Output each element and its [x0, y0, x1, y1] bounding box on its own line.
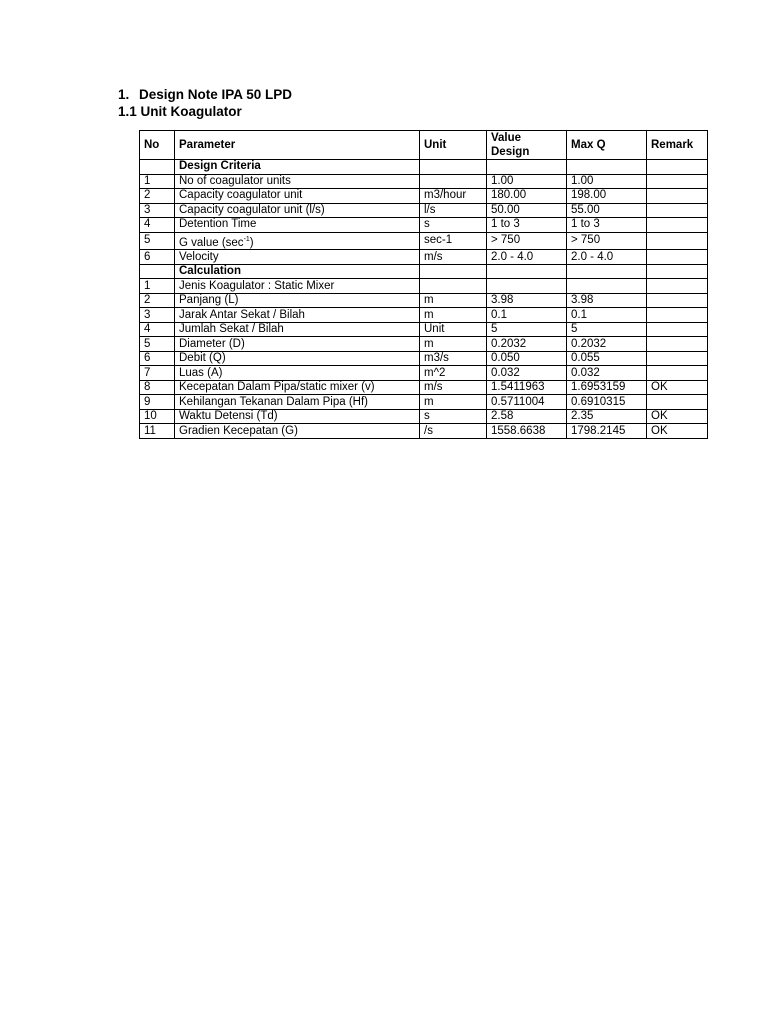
cell-max: 1798.2145: [567, 424, 647, 439]
cell-no: 1: [140, 174, 175, 189]
cell-remark: [647, 293, 708, 308]
cell-max: [567, 160, 647, 175]
cell-max: 0.055: [567, 351, 647, 366]
cell-unit: m^2: [420, 366, 487, 381]
table-header-row: [140, 131, 708, 160]
cell-parameter: Waktu Detensi (Td): [175, 409, 420, 424]
cell-unit: [420, 264, 487, 279]
cell-parameter: Kecepatan Dalam Pipa/static mixer (v): [175, 380, 420, 395]
cell-unit: m/s: [420, 380, 487, 395]
cell-value: 0.050: [487, 351, 567, 366]
cell-no: 7: [140, 366, 175, 381]
cell-max: 198.00: [567, 189, 647, 204]
cell-remark: OK: [647, 380, 708, 395]
cell-parameter: Luas (A): [175, 366, 420, 381]
table-row: [140, 337, 708, 352]
cell-parameter: Jumlah Sekat / Bilah: [175, 322, 420, 337]
cell-remark: [647, 308, 708, 323]
cell-max: 5: [567, 322, 647, 337]
cell-remark: [647, 366, 708, 381]
cell-unit: m3/hour: [420, 189, 487, 204]
cell-no: 1: [140, 279, 175, 294]
cell-max: 0.032: [567, 366, 647, 381]
cell-parameter: Capacity coagulator unit: [175, 189, 420, 204]
cell-unit: [420, 279, 487, 294]
calculation-row: [140, 264, 708, 279]
cell-no: 6: [140, 250, 175, 265]
table-row: [140, 174, 708, 189]
coagulator-table: [139, 130, 708, 439]
header-remark: Remark: [647, 131, 708, 160]
cell-max: [567, 279, 647, 294]
cell-unit: m/s: [420, 250, 487, 265]
cell-unit: s: [420, 409, 487, 424]
table-row: [140, 395, 708, 410]
cell-parameter: Jarak Antar Sekat / Bilah: [175, 308, 420, 323]
table-row: [140, 189, 708, 204]
cell-no: 2: [140, 189, 175, 204]
table-row: [140, 366, 708, 381]
cell-no: 5: [140, 337, 175, 352]
cell-unit: /s: [420, 424, 487, 439]
cell-value: 1 to 3: [487, 218, 567, 233]
cell-value: 0.032: [487, 366, 567, 381]
cell-max: [567, 264, 647, 279]
cell-parameter: Gradien Kecepatan (G): [175, 424, 420, 439]
cell-remark: [647, 351, 708, 366]
cell-no: [140, 160, 175, 175]
cell-unit: [420, 174, 487, 189]
cell-max: 1 to 3: [567, 218, 647, 233]
cell-max: 1.6953159: [567, 380, 647, 395]
header-value-line1: Value: [491, 132, 522, 144]
cell-remark: OK: [647, 424, 708, 439]
header-unit: Unit: [420, 131, 487, 160]
cell-value: 2.0 - 4.0: [487, 250, 567, 265]
cell-no: 8: [140, 380, 175, 395]
cell-no: 2: [140, 293, 175, 308]
section-label: Design Criteria: [175, 160, 420, 175]
table-row: [140, 322, 708, 337]
cell-value: 0.1: [487, 308, 567, 323]
cell-unit: m3/s: [420, 351, 487, 366]
cell-unit: Unit: [420, 322, 487, 337]
cell-parameter: Diameter (D): [175, 337, 420, 352]
cell-max: 2.0 - 4.0: [567, 250, 647, 265]
cell-parameter: No of coagulator units: [175, 174, 420, 189]
cell-parameter: Kehilangan Tekanan Dalam Pipa (Hf): [175, 395, 420, 410]
cell-unit: m: [420, 308, 487, 323]
section-label: Calculation: [175, 264, 420, 279]
table-row: [140, 424, 708, 439]
section-title: 1.1 Unit Koagulator: [118, 104, 242, 119]
cell-no: [140, 264, 175, 279]
cell-value: [487, 264, 567, 279]
cell-remark: OK: [647, 409, 708, 424]
table-row: [140, 293, 708, 308]
cell-no: 5: [140, 232, 175, 250]
cell-value: 3.98: [487, 293, 567, 308]
cell-value: [487, 160, 567, 175]
table-row: [140, 218, 708, 233]
cell-value: [487, 279, 567, 294]
cell-unit: m: [420, 293, 487, 308]
cell-value: 50.00: [487, 203, 567, 218]
cell-max: 55.00: [567, 203, 647, 218]
cell-no: 6: [140, 351, 175, 366]
cell-value: 180.00: [487, 189, 567, 204]
table-row: [140, 232, 708, 250]
cell-max: 2.35: [567, 409, 647, 424]
cell-value: 1.00: [487, 174, 567, 189]
cell-value: 2.58: [487, 409, 567, 424]
cell-max: 1.00: [567, 174, 647, 189]
cell-max: 0.2032: [567, 337, 647, 352]
cell-no: 4: [140, 218, 175, 233]
parameter-text-end: ): [249, 236, 254, 249]
header-max-q: Max Q: [567, 131, 647, 160]
cell-unit: sec-1: [420, 232, 487, 250]
cell-unit: l/s: [420, 203, 487, 218]
cell-max: > 750: [567, 232, 647, 250]
table-row: [140, 380, 708, 395]
cell-parameter: Jenis Koagulator : Static Mixer: [175, 279, 420, 294]
cell-no: 3: [140, 203, 175, 218]
cell-unit: m: [420, 395, 487, 410]
cell-unit: s: [420, 218, 487, 233]
cell-remark: [647, 395, 708, 410]
cell-max: 3.98: [567, 293, 647, 308]
design-criteria-row: [140, 160, 708, 175]
table-body: [140, 160, 708, 439]
cell-no: 10: [140, 409, 175, 424]
cell-remark: [647, 337, 708, 352]
cell-parameter: Panjang (L): [175, 293, 420, 308]
cell-remark: [647, 250, 708, 265]
cell-parameter: Detention Time: [175, 218, 420, 233]
table-row: [140, 203, 708, 218]
header-value-line2: Design: [491, 146, 530, 158]
cell-value: > 750: [487, 232, 567, 250]
document-title: [118, 87, 292, 103]
table-row: [140, 250, 708, 265]
cell-remark: [647, 322, 708, 337]
cell-parameter: Debit (Q): [175, 351, 420, 366]
cell-value: 1558.6638: [487, 424, 567, 439]
table-row: [140, 308, 708, 323]
cell-value: 5: [487, 322, 567, 337]
cell-value: 0.2032: [487, 337, 567, 352]
cell-remark: [647, 189, 708, 204]
table-row: [140, 409, 708, 424]
table-row: [140, 279, 708, 294]
title-text: Design Note IPA 50 LPD: [139, 87, 293, 102]
cell-remark: [647, 264, 708, 279]
cell-remark: [647, 232, 708, 250]
cell-unit: [420, 160, 487, 175]
cell-value: 0.5711004: [487, 395, 567, 410]
cell-value: 1.5411963: [487, 380, 567, 395]
cell-max: 0.1: [567, 308, 647, 323]
cell-max: 0.6910315: [567, 395, 647, 410]
parameter-text: G value (sec: [179, 236, 244, 249]
cell-remark: [647, 218, 708, 233]
cell-no: 9: [140, 395, 175, 410]
header-parameter: Parameter: [175, 131, 420, 160]
cell-no: 4: [140, 322, 175, 337]
cell-remark: [647, 279, 708, 294]
cell-unit: m: [420, 337, 487, 352]
cell-no: 3: [140, 308, 175, 323]
cell-parameter: Velocity: [175, 250, 420, 265]
cell-remark: [647, 174, 708, 189]
cell-parameter: Capacity coagulator unit (l/s): [175, 203, 420, 218]
cell-remark: [647, 203, 708, 218]
header-value-design: [487, 131, 567, 160]
header-no: No: [140, 131, 175, 160]
cell-no: 11: [140, 424, 175, 439]
table-row: [140, 351, 708, 366]
cell-parameter: [175, 232, 420, 250]
title-number: 1.: [118, 87, 130, 102]
parameter-superscript: -1: [243, 235, 250, 243]
cell-remark: [647, 160, 708, 175]
